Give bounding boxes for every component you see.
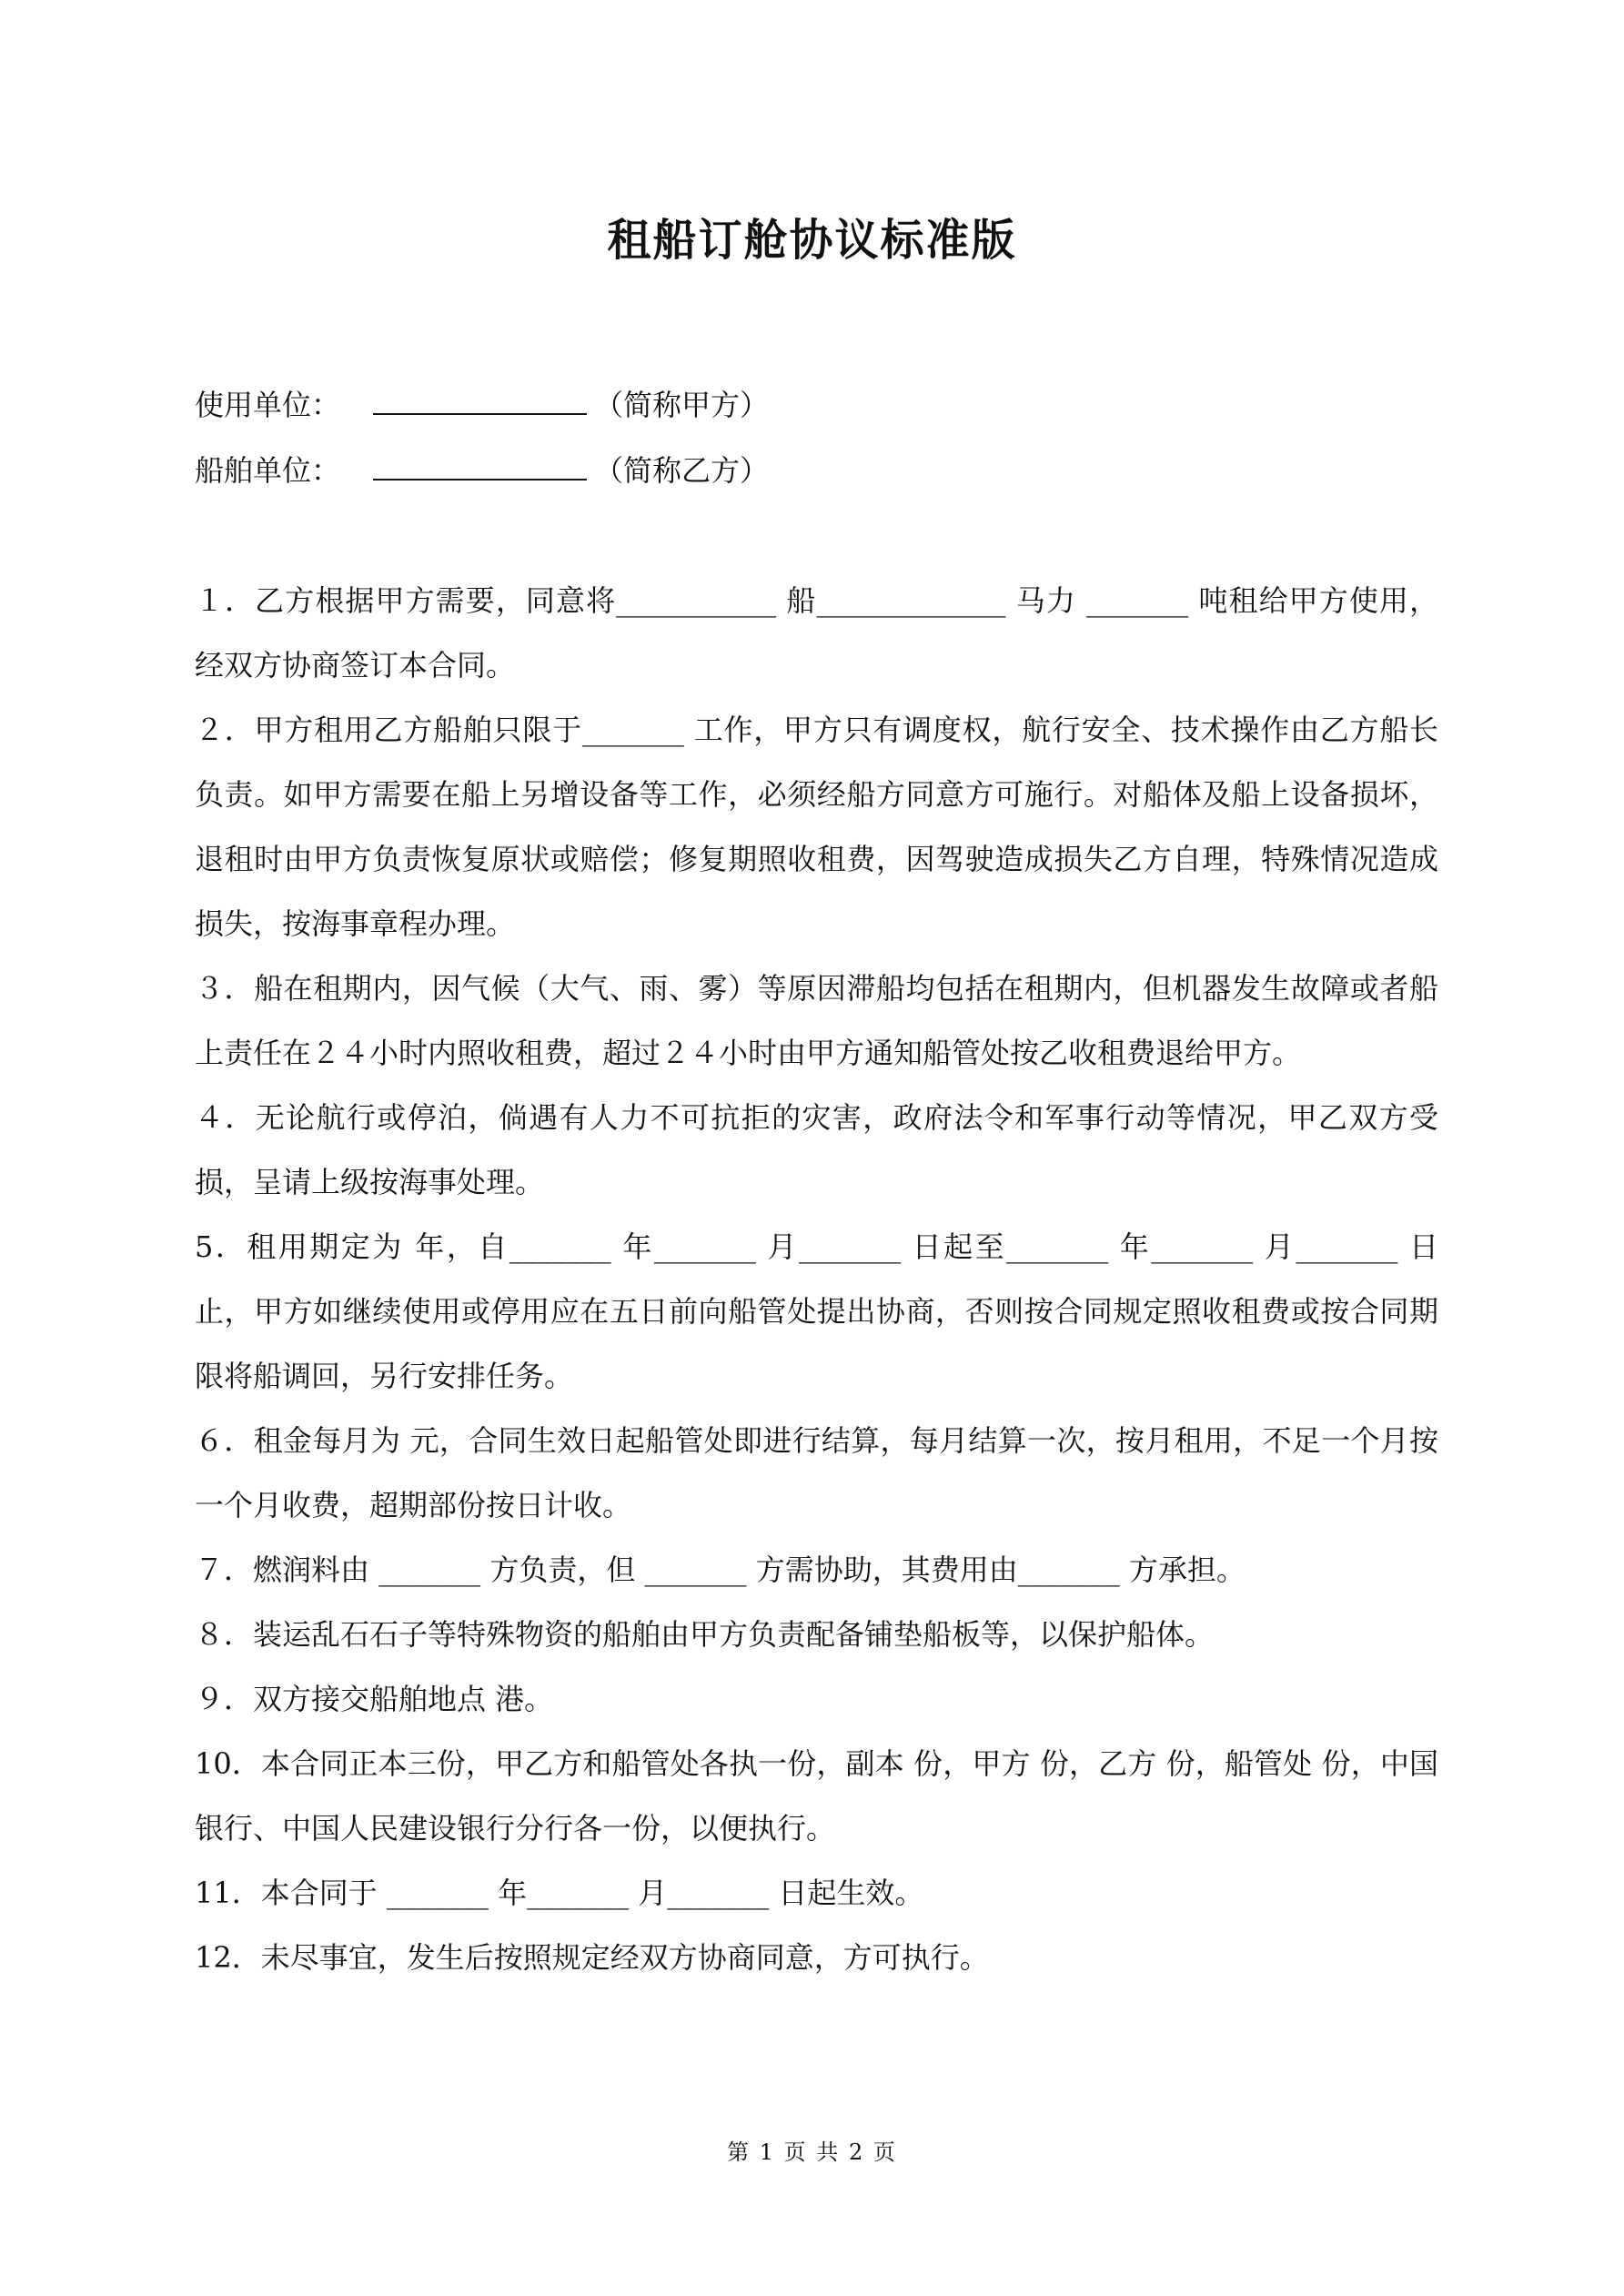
party-a-note: （简称甲方） [594, 388, 770, 422]
clause-10: 10．本合同正本三份，甲乙方和船管处各执一份，副本 份，甲方 份，乙方 份，船管处 份，中国银行、中国人民建设银行分行各一份，以便执行。 [195, 1746, 1438, 1846]
party-b-label: 船舶单位： [195, 453, 341, 488]
page-footer: 第 1 页 共 2 页 [727, 2139, 897, 2165]
document-title: 租船订舱协议标准版 [607, 215, 1017, 266]
clause-8: ８．装运乱石石子等特殊物资的船舶由甲方负责配备铺垫船板等，以保护船体。 [195, 1617, 1215, 1652]
clause-12: 12．未尽事宜，发生后按照规定经双方协商同意，方可执行。 [195, 1940, 989, 1975]
clause-3: ３．船在租期内，因气候（大气、雨、雾）等原因滞船均包括在租期内，但机器发生故障或者船上责任在２４小时内照收租费，超过２４小时由甲方通知船管处按乙收租费退给甲方。 [195, 971, 1438, 1070]
party-b-blank [373, 453, 587, 480]
clause-11: 11．本合同于 _______ 年_______ 月_______ 日起生效。 [195, 1876, 924, 1910]
party-b-line [195, 452, 769, 489]
party-a-blank [373, 388, 587, 415]
clause-7: ７．燃润料由 _______ 方负责，但 _______ 方需协助，其费用由_______ 方承担。 [195, 1553, 1246, 1587]
clause-5: 5．租用期定为 年，自_______ 年_______ 月_______ 日起至_______ 年_______ 月_______ 日止，甲方如继续使用或停用应在五日前向船管处提出协商，否则按合同规定照收租费或按合同期限将船调回，另行安排任务。 [195, 1229, 1438, 1393]
clause-6: ６．租金每月为 元，合同生效日起船管处即进行结算，每月结算一次，按月租用，不足一个月按一个月收费，超期部份按日计收。 [195, 1423, 1438, 1522]
clause-list [195, 569, 1438, 1990]
clause-1: １．乙方根据甲方需要，同意将___________ 船_____________ 马力 _______ 吨租给甲方使用，经双方协商签订本合同。 [195, 583, 1438, 683]
party-a-line [195, 387, 769, 423]
clause-4: ４．无论航行或停泊，倘遇有人力不可抗拒的灾害，政府法令和军事行动等情况，甲乙双方受损，呈请上级按海事处理。 [195, 1100, 1438, 1199]
party-b-note: （简称乙方） [594, 453, 770, 488]
clause-2: ２．甲方租用乙方船舶只限于_______ 工作，甲方只有调度权，航行安全、技术操作由乙方船长负责。如甲方需要在船上另增设备等工作，必须经船方同意方可施行。对船体及船上设备损坏，退租时由甲方负责恢复原状或赔偿；修复期照收租费，因驾驶造成损失乙方自理，特殊情况造成损失，按海事章程办理。 [195, 713, 1438, 941]
party-a-label: 使用单位： [195, 388, 341, 422]
clause-9: ９．双方接交船舶地点 港。 [195, 1682, 554, 1716]
